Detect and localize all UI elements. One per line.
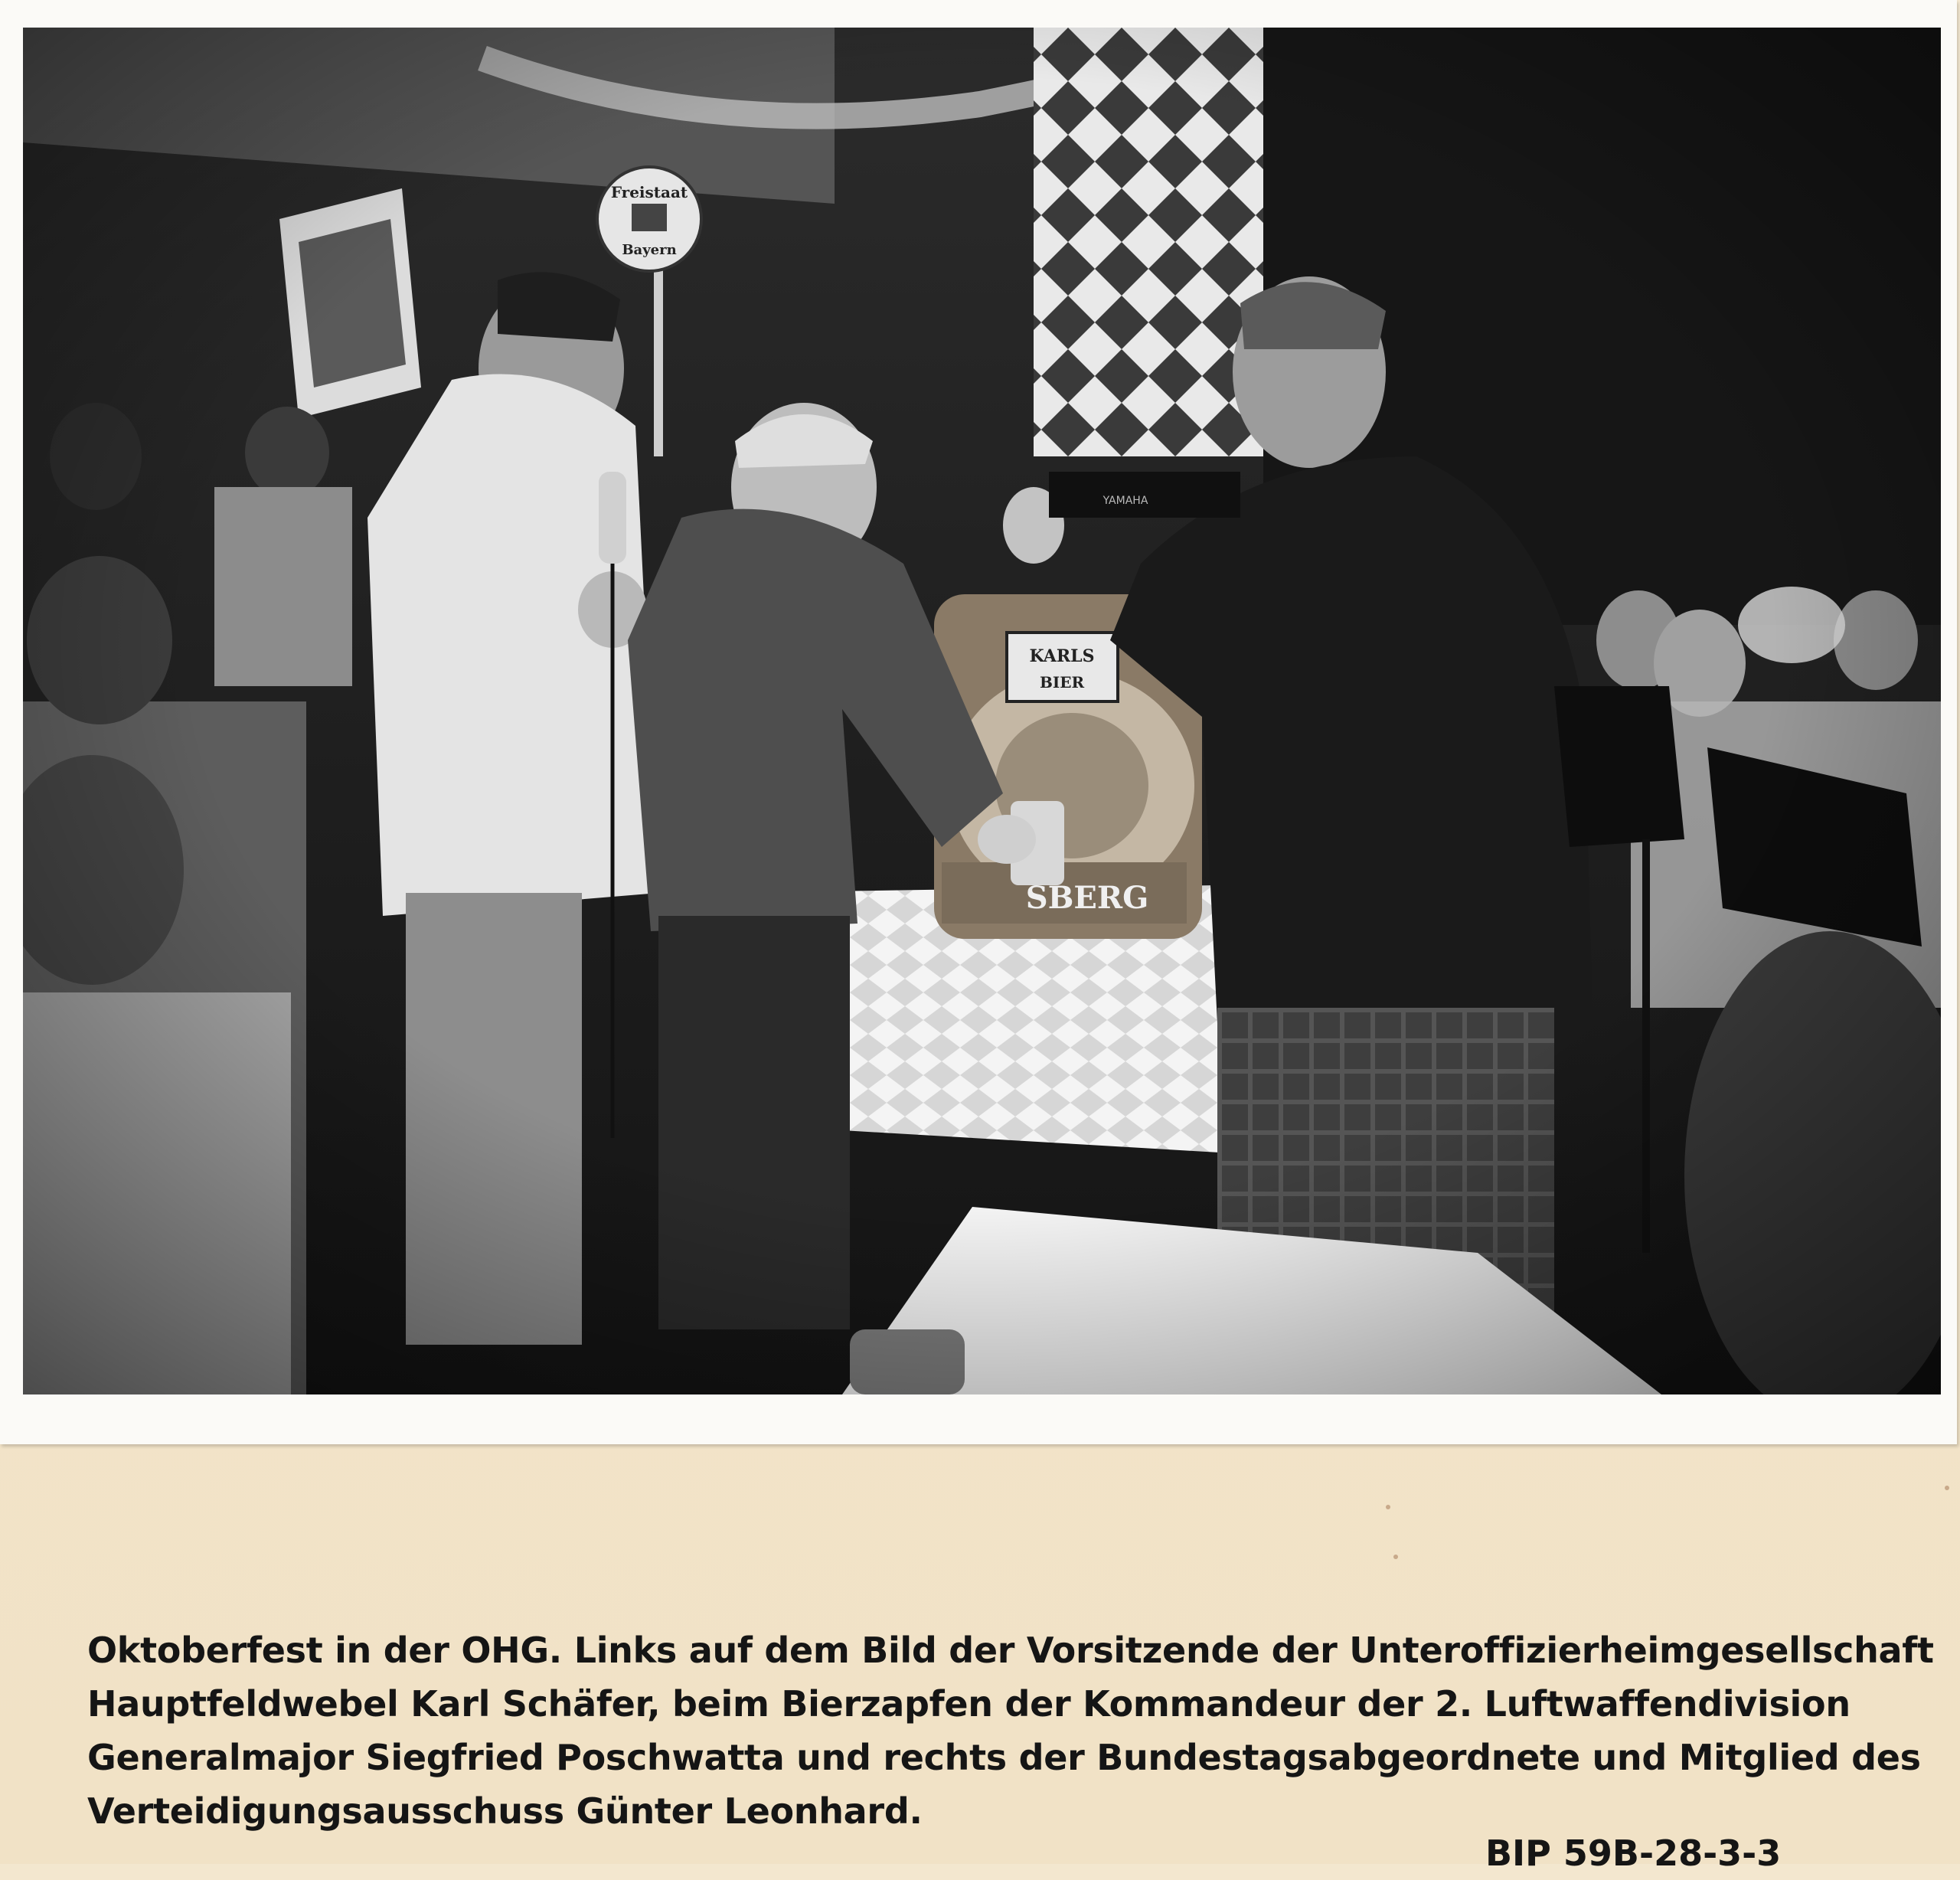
photo-scene [23, 28, 1941, 1394]
caption-line-4: Verteidigungsausschuss Günter Leonhard. [87, 1790, 923, 1832]
paper-speck [1945, 1486, 1949, 1490]
oktoberfest-photo [23, 28, 1941, 1394]
paper-speck [1386, 1505, 1390, 1509]
paper-speck [1393, 1555, 1398, 1559]
caption-line-3: Generalmajor Siegfried Poschwatta und rechts der Bundestagsabgeordnete und Mitglied des [87, 1737, 1921, 1778]
archive-reference: BIP 59B-28-3-3 [1485, 1833, 1782, 1874]
photo-caption [87, 1623, 1934, 1838]
caption-line-1: Oktoberfest in der OHG. Links auf dem Bild der Vorsitzende der Unteroffizierheimgesellschaft [87, 1630, 1934, 1671]
caption-line-2: Hauptfeldwebel Karl Schäfer, beim Bierzapfen der Kommandeur der 2. Luftwaffendivision [87, 1683, 1851, 1725]
